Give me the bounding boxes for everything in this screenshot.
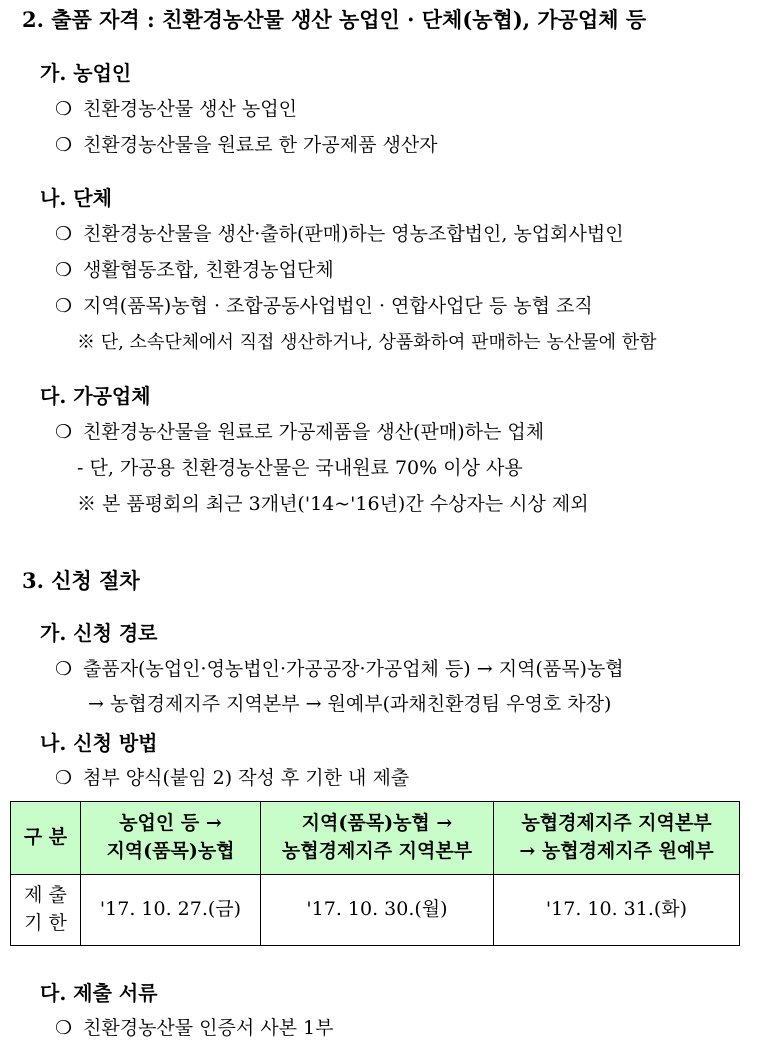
list-item-text: 첨부 양식(붙임 2) 작성 후 기한 내 제출 <box>83 767 410 789</box>
table-header-row <box>11 802 740 875</box>
list-item <box>55 225 624 244</box>
circle-bullet-icon: ❍ <box>55 421 73 443</box>
section2b-note: ※ 단, 소속단체에서 직접 생산하거나, 상품화하여 판매하는 농산물에 한함 <box>77 332 657 353</box>
list-item-text: 친환경농산물 생산 농업인 <box>83 98 297 120</box>
list-item <box>55 769 409 788</box>
list-item-text: 친환경농산물 인증서 사본 1부 <box>83 1017 334 1039</box>
list-item <box>55 136 438 155</box>
section3b-heading: 나. 신청 방법 <box>40 731 158 755</box>
circle-bullet-icon: ❍ <box>55 658 73 680</box>
table-cell: '17. 10. 27.(금) <box>81 875 261 946</box>
section3-title: 3. 신청 절차 <box>22 568 140 593</box>
section2c-heading: 다. 가공업체 <box>40 384 151 408</box>
section2-title: 2. 출품 자격 : 친환경농산물 생산 농업인 · 단체(농협), 가공업체 등 <box>22 7 647 32</box>
section2b-heading: 나. 단체 <box>40 186 112 210</box>
circle-bullet-icon: ❍ <box>55 134 73 156</box>
section2a-heading: 가. 농업인 <box>40 61 132 85</box>
section3c-heading: 다. 제출 서류 <box>40 981 158 1005</box>
deadline-table <box>10 801 740 946</box>
section2c-sub: - 단, 가공용 친환경농산물은 국내원료 70% 이상 사용 <box>77 457 523 479</box>
list-item-text: 친환경농산물을 원료로 가공제품을 생산(판매)하는 업체 <box>83 421 545 443</box>
list-item-text: 친환경농산물을 생산·출하(판매)하는 영농조합법인, 농업회사법인 <box>83 223 624 245</box>
section2c-note: ※ 본 품평회의 최근 3개년('14~'16년)간 수상자는 시상 제외 <box>77 493 589 515</box>
table-cell: '17. 10. 31.(화) <box>494 875 740 946</box>
list-item-text: 생활협동조합, 친환경농업단체 <box>83 259 334 281</box>
list-item <box>55 423 544 442</box>
table-row-label: 제 출 기 한 <box>11 875 81 946</box>
table-header-cell: 농협경제지주 지역본부 → 농협경제지주 원예부 <box>494 802 740 875</box>
list-item <box>55 1019 333 1038</box>
route-line-1: 출품자(농업인·영농법인·가공공장·가공업체 등) → 지역(품목)농협 <box>83 658 624 680</box>
list-item-text: 친환경농산물을 원료로 한 가공제품 생산자 <box>83 134 438 156</box>
list-item-text: 지역(품목)농협 · 조합공동사업법인 · 연합사업단 등 농협 조직 <box>83 295 593 317</box>
table-row <box>11 875 740 946</box>
circle-bullet-icon: ❍ <box>55 223 73 245</box>
list-item <box>55 660 624 679</box>
table-header-cell: 구 분 <box>11 802 81 875</box>
route-line-2: → 농협경제지주 지역본부 → 원예부(과채친환경팀 우영호 차장) <box>88 693 612 715</box>
circle-bullet-icon: ❍ <box>55 98 73 120</box>
list-item <box>55 297 593 316</box>
table-cell: '17. 10. 30.(월) <box>261 875 494 946</box>
circle-bullet-icon: ❍ <box>55 1017 73 1039</box>
circle-bullet-icon: ❍ <box>55 767 73 789</box>
circle-bullet-icon: ❍ <box>55 259 73 281</box>
section3a-heading: 가. 신청 경로 <box>40 621 158 645</box>
list-item <box>55 100 297 119</box>
circle-bullet-icon: ❍ <box>55 295 73 317</box>
table-header-cell: 농업인 등 → 지역(품목)농협 <box>81 802 261 875</box>
table-header-cell: 지역(품목)농협 → 농협경제지주 지역본부 <box>261 802 494 875</box>
list-item <box>55 261 334 280</box>
